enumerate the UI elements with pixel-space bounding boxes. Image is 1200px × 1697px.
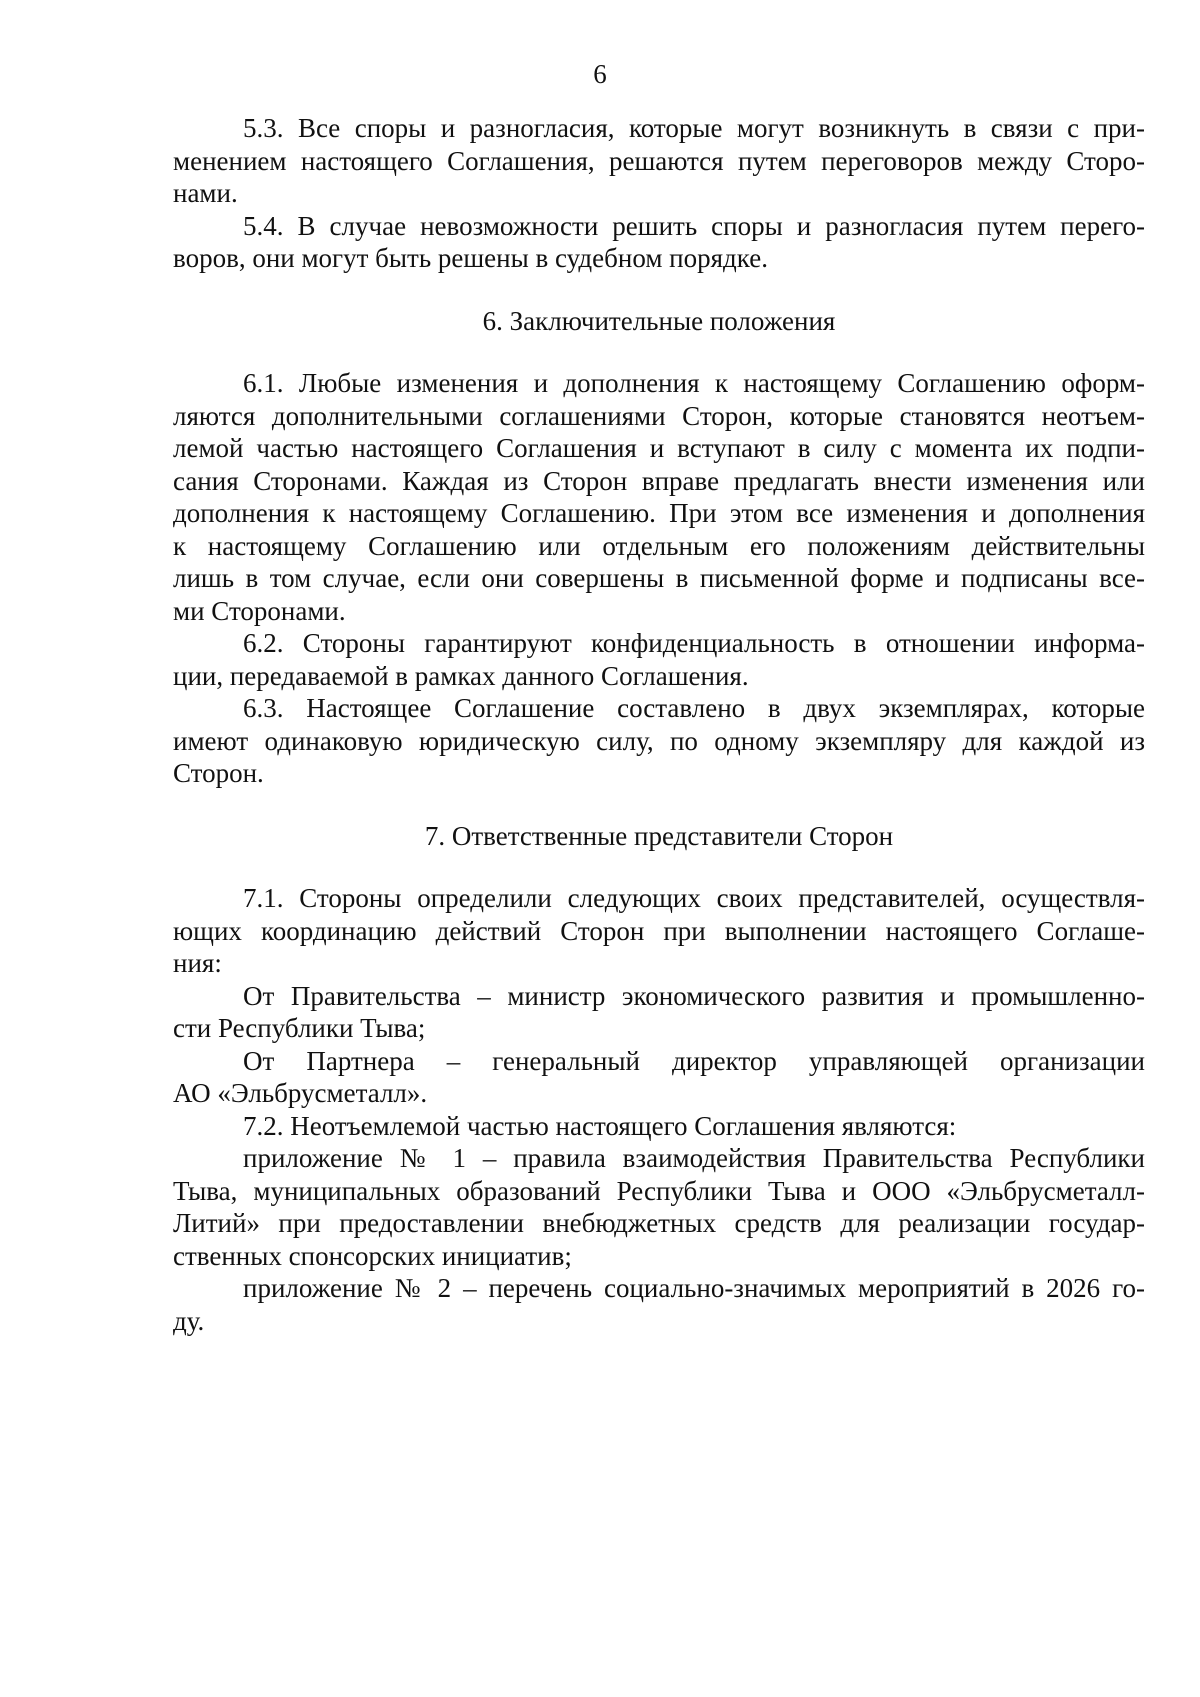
text-line: 7.1. Стороны определили следующих своих представителей, осуществля- [243,883,1145,913]
paragraph [173,1045,1145,1110]
text-line: к настоящему Соглашению или отдельным его положениям действительны [173,530,1145,561]
document-body [173,112,1145,1337]
text-line: ющих координацию действий Сторон при выполнении настоящего Соглаше- [173,915,1145,946]
paragraph [173,210,1145,275]
text-line: 6.2. Стороны гарантируют конфиденциальность в отношении информа- [243,628,1145,658]
text-line: ственных спонсорских инициатив; [173,1240,572,1271]
text-line: 5.3. Все споры и разногласия, которые могут возникнуть в связи с при- [243,113,1145,143]
section-heading: 6. Заключительные положения [482,305,836,336]
text-line: имеют одинаковую юридическую силу, по одному экземпляру для каждой из [173,725,1145,756]
text-line: приложение № 1 – правила взаимодействия Правительства Республики [243,1143,1145,1173]
paragraph [173,367,1145,627]
text-line: АО «Эльбрусметалл». [173,1078,428,1108]
text-line: От Партнера – генеральный директор управляющей организации [243,1045,1145,1076]
text-line: лемой частью настоящего Соглашения и вступают в силу с момента их подпи- [173,433,1145,463]
section-spacer [173,275,1145,305]
text-line: лишь в том случае, если они совершены в письменной форме и подписаны все- [173,563,1145,593]
text-line: ния: [173,948,222,978]
text-line: менением настоящего Соглашения, решаются путем переговоров между Сторо- [173,145,1145,176]
text-line: сти Республики Тыва; [173,1013,426,1043]
text-line: Тыва, муниципальных образований Республики Тыва и ООО «Эльбрусметалл- [173,1175,1145,1206]
paragraph [173,1272,1145,1337]
text-line: ляются дополнительными соглашениями Сторон, которые становятся неотъем- [173,400,1145,431]
text-line: Литий» при предоставлении внебюджетных средств для реализации государ- [173,1208,1145,1238]
text-line: сания Сторонами. Каждая из Сторон вправе предлагать внести изменения или [173,465,1145,496]
text-line: ду. [173,1305,205,1336]
paragraph [173,980,1145,1045]
text-line: нами. [173,178,238,208]
text-line: Сторон. [173,758,264,788]
text-line: ми Сторонами. [173,595,346,626]
section-spacer [173,337,1145,367]
paragraph [173,882,1145,980]
paragraph [173,627,1145,692]
page-number: 6 [593,59,607,89]
section-spacer [173,790,1145,820]
section-heading: 7. Ответственные представители Сторон [424,820,894,851]
text-line: 5.4. В случае невозможности решить споры и разногласия путем перего- [243,210,1145,241]
paragraph [173,692,1145,790]
text-line: 6.3. Настоящее Соглашение составлено в двух экземплярах, которые [243,693,1145,723]
text-line: воров, они могут быть решены в судебном порядке. [173,243,768,273]
paragraph [173,1110,1145,1143]
section-spacer [173,852,1145,882]
text-line: ции, передаваемой в рамках данного Соглашения. [173,660,749,691]
text-line: 6.1. Любые изменения и дополнения к настоящему Соглашению оформ- [243,368,1145,398]
text-line: 7.2. Неотъемлемой частью настоящего Соглашения являются: [243,1110,957,1141]
text-line: От Правительства – министр экономического развития и промышленно- [243,980,1145,1011]
text-line: приложение № 2 – перечень социально-значимых мероприятий в 2026 го- [243,1273,1145,1303]
paragraph [173,112,1145,210]
text-line: дополнения к настоящему Соглашению. При этом все изменения и дополнения [173,498,1145,528]
paragraph [173,1142,1145,1272]
